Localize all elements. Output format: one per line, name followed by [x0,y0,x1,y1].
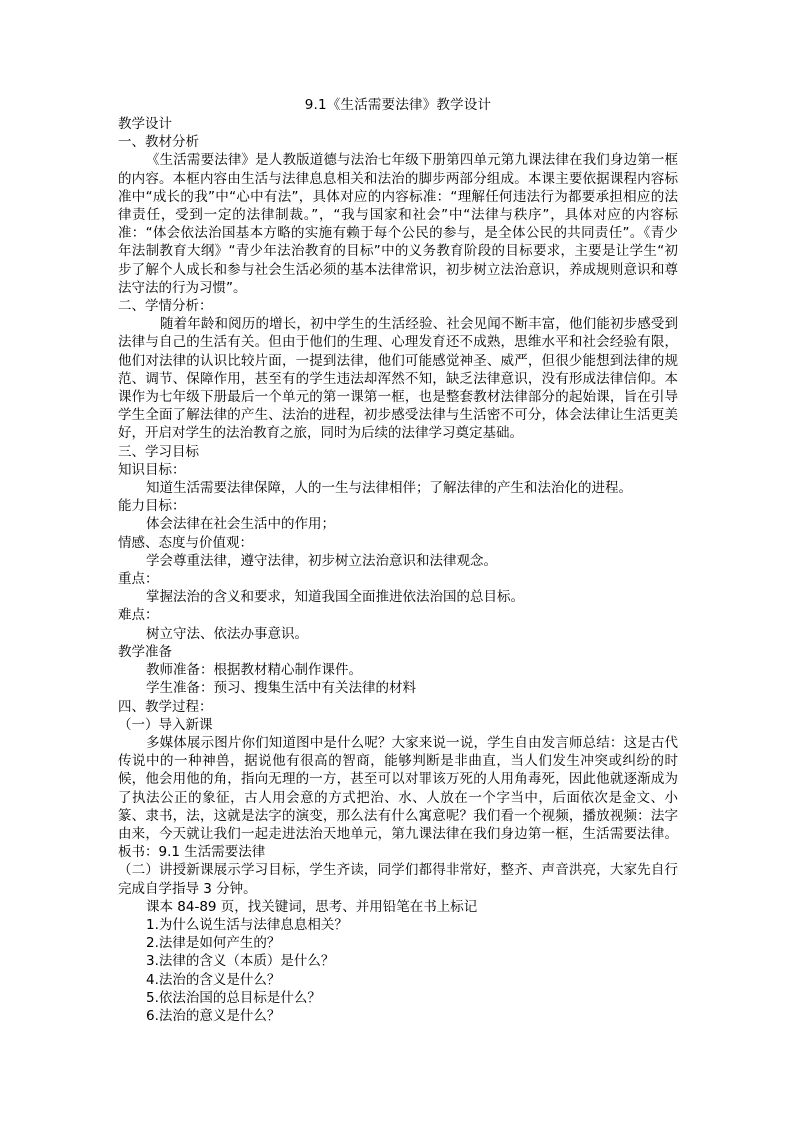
list-item: 5.依法治国的总目标是什么？ [146,989,321,1006]
section-2-paragraph: 随着年龄和阅历的增长，初中学生的生活经验、社会见闻不断丰富，他们能初步感受到法律与自己的生活有关。但由于他们的生理、心理发育还不成熟，思维水平和社会经验有限，他们对法律的认识比较片面，一提到法律，他们可能感觉神圣、威严，但很少能想到法律的规范、调节、保障作用，甚至有的学生违法却浑然不知，缺乏法律意识，没有形成法律信仰。本课作为七年级下册最后一个单元的第一课第一框，也是整套教材法律部分的起始课，旨在引导学生全面了解法律的产生、法治的进程，初步感受法律与生活密不可分，体会法律让生活更美好，开启对学生的法治教育之旅，同时为后续的法律学习奠定基础。 [118,316,678,442]
emotion-goal-label: 情感、态度与价值观： [118,534,253,551]
list-item: 2.法律是如何产生的？ [146,935,281,952]
student-prep-text: 学生准备：预习、搜集生活中有关法律的材料 [146,680,416,697]
section-3-title: 三、学习目标 [118,443,199,460]
list-item: 1.为什么说生活与法律息息相关？ [146,916,348,933]
self-study-guide: 课本 84-89 页，找关键词，思考、并用铅笔在书上标记 [146,898,478,915]
question-list [118,916,678,1025]
part-2-paragraph: （二）讲授新课展示学习目标，学生齐读，同学们都得非常好，整齐、声音洪亮，大家先自行完成自学指导 3 分钟。 [118,862,678,897]
ability-goal-label: 能力目标： [118,498,186,515]
document-page [118,96,678,1025]
section-4-title: 四、教学过程： [118,698,213,715]
teaching-prep-label: 教学准备 [118,643,172,660]
difficult-point-text: 树立守法、依法办事意识。 [146,625,308,642]
section-1-title: 一、教材分析 [118,134,199,151]
difficult-point-label: 难点： [118,607,159,624]
heading-teaching-design: 教学设计 [118,116,172,132]
key-point-label: 重点： [118,571,159,588]
part-1-paragraph: 多媒体展示图片你们知道图中是什么呢？大家来说一说，学生自由发言师总结：这是古代传说中的一种神兽，据说他有很高的智商，能够判断是非曲直，当人们发生冲突或纠纷的时候，他会用他的角，指向无理的一方，甚至可以对罪该万死的人用角毒死，因此他就逐渐成为了执法公正的象征，古人用会意的方式把治、水、人放在一个字当中，后面依次是金文、小篆、隶书，法，这就是法字的演变，那么法有什么寓意呢？我们看一个视频，播放视频：法字由来，今天就让我们一起走进法治天地单元，第九课法律在我们身边第一框，生活需要法律。板书：9.1 生活需要法律 [118,734,678,861]
section-1-paragraph: 《生活需要法律》是人教版道德与法治七年级下册第四单元第九课法律在我们身边第一框的内容。本框内容由生活与法律息息相关和法治的脚步两部分组成。本课主要依据课程内容标准中“成长的我”中“心中有法”，具体对应的内容标准：“理解任何违法行为都要承担相应的法律责任，受到一定的法律制裁。”，“我与国家和社会”中“法律与秩序”，具体对应的内容标准：“体会依法治国基本方略的实施有赖于每个公民的参与，是全体公民的共同责任”。《青少年法制教育大纲》“青少年法治教育的目标”中的义务教育阶段的目标要求，主要是让学生“初步了解个人成长和参与社会生活必须的基本法律常识，初步树立法治意识，养成规则意识和尊法守法的行为习惯”。 [118,152,678,296]
list-item: 3.法律的含义（本质）是什么？ [146,953,335,970]
knowledge-goal-text: 知道生活需要法律保障，人的一生与法律相伴；了解法律的产生和法治化的进程。 [146,480,632,497]
ability-goal-text: 体会法律在社会生活中的作用； [146,516,335,533]
teacher-prep-text: 教师准备：根据教材精心制作课件。 [146,662,362,679]
part-1-title: （一）导入新课 [118,716,213,733]
knowledge-goal-label: 知识目标： [118,461,186,478]
list-item: 4.法治的含义是什么？ [146,971,281,988]
list-item: 6.法治的意义是什么？ [146,1007,281,1024]
section-2-title: 二、学情分析： [118,298,213,315]
key-point-text: 掌握法治的含义和要求，知道我国全面推进依法治国的总目标。 [146,589,524,606]
emotion-goal-text: 学会尊重法律，遵守法律，初步树立法治意识和法律观念。 [146,552,497,569]
document-title: 9.1《生活需要法律》教学设计 [304,97,492,113]
